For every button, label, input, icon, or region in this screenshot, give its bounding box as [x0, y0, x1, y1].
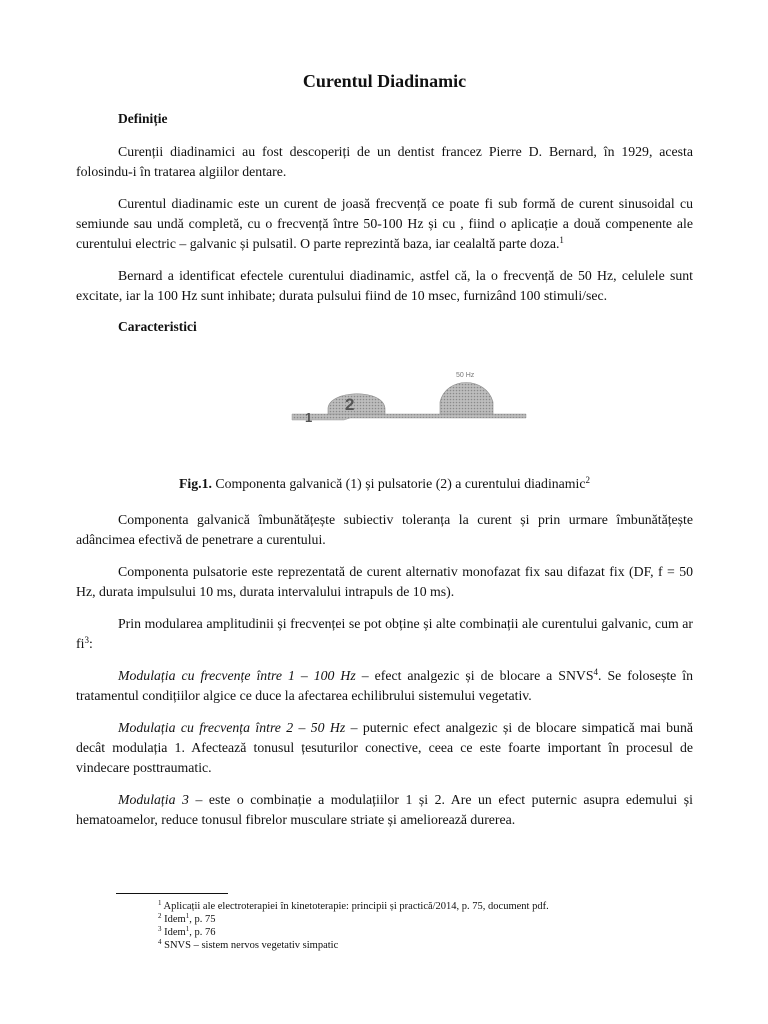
footnote-1-number: 1 [158, 899, 162, 907]
document-body [76, 68, 693, 842]
footnote-4-text: SNVS – sistem nervos vegetativ simpatic [161, 940, 339, 951]
footnote-1-text: Aplicații ale electroterapiei în kinetoterapie: principii și practică/2014, p. 75, document pdf. [161, 901, 549, 912]
footnote-2-number: 2 [158, 912, 162, 920]
footnote-4-number: 4 [158, 938, 162, 946]
footnote-2 [116, 913, 676, 926]
footnote-2-text-a: Idem [161, 914, 186, 925]
section-heading-definitie: Definiție [118, 111, 168, 126]
footnote-ref-1[interactable]: 1 [559, 235, 564, 245]
modulation-2-text: – puternic efect analgezic și de blocare simpatică mai bună decât modulația 1. Afectează tonusul țesuturilor conective, ceea ce este foarte important în procesul de vindecare posttraumatic. [76, 720, 693, 775]
footnote-1 [116, 900, 676, 913]
figure-caption-label: Fig.1. [178, 476, 212, 491]
footnote-3-text-b: , p. 76 [189, 927, 216, 938]
footnote-ref-3[interactable]: 3 [84, 635, 89, 645]
paragraph-modulation-1 [76, 666, 693, 706]
footnote-3-number: 3 [158, 925, 162, 933]
paragraph-6-text: Prin modularea amplitudinii și frecvenței se pot obține și alte combinații ale curentului galvanic, cum ar fi [76, 616, 693, 651]
section-heading-caracteristici: Caracteristici [118, 319, 197, 334]
footnote-2-ref[interactable]: 1 [185, 912, 190, 920]
paragraph-5: Componenta pulsatorie este reprezentată de curent alternativ monofazat fix sau difazat fix (DF, f = 50 Hz, durata impulsului 10 ms, durata intervalului intrapuls de 10 ms). [76, 564, 693, 599]
footnote-3 [116, 926, 676, 939]
paragraph-modulation-3 [76, 790, 693, 830]
figure-label-frequency: 50 Hz [456, 372, 475, 379]
modulation-1-text-b: . Se folosește în tratamentul condițiilor algice ce duce la afectarea echilibrului sistemului vegetativ. [76, 668, 693, 703]
figure-caption-text: Componenta galvanică (1) și pulsatorie (2) a curentului diadinamic [211, 476, 586, 491]
footnote-3-text-a: Idem [161, 927, 186, 938]
paragraph-modulation-2 [76, 718, 693, 778]
paragraph-3: Bernard a identificat efectele curentului diadinamic, astfel că, la o frecvență de 50 Hz, celulele sunt excitate, iar la 100 Hz sunt inhibate; durata pulsului fiind de 10 msec, furnizând 100 stimuli/sec. [76, 268, 693, 303]
figure-label-2: 2 [345, 395, 355, 414]
footnotes [116, 893, 676, 952]
paragraph-4: Componenta galvanică îmbunătățește subiectiv toleranța la curent și prin urmare îmbunătățește adâncimea efectivă de penetrare a curentului. [76, 512, 693, 547]
footnote-2-text-b: , p. 75 [189, 914, 216, 925]
footnote-ref-2[interactable]: 2 [585, 475, 590, 485]
footnote-separator [116, 893, 228, 894]
footnote-ref-4[interactable]: 4 [593, 667, 599, 677]
figure-caption [76, 474, 693, 494]
modulation-3-title: Modulația 3 [118, 792, 189, 807]
footnote-4 [116, 939, 676, 952]
figure-diadynamic-waveform [76, 362, 693, 462]
paragraph-2-text: Curentul diadinamic este un curent de joasă frecvență ce poate fi sub formă de curent sinusoidal cu semiunde sau undă completă, cu o frecvență între 50-100 Hz și cu , fiind o aplicație a două compenente ale curentului electric – galvanic și pulsatil. O parte reprezintă baza, iar cealaltă parte doza. [76, 196, 693, 251]
paragraph-6 [76, 614, 693, 654]
modulation-1-title: Modulația cu frecvențe între 1 – 100 Hz [118, 668, 356, 683]
paragraph-6-end: : [88, 636, 93, 651]
modulation-2-title: Modulația cu frecvența între 2 – 50 Hz [118, 720, 346, 735]
waveform-image [290, 362, 530, 442]
page-title: Curentul Diadinamic [302, 71, 467, 91]
modulation-3-text: – este o combinație a modulațiilor 1 și 2. Are un efect puternic asupra edemului și hematoamelor, reduce tonusul fibrelor musculare striate și ameliorează durerea. [76, 792, 693, 827]
paragraph-1: Curenții diadinamici au fost descoperiți de un dentist francez Pierre D. Bernard, în 1929, acesta folosindu-i în tratarea algiilor dentare. [76, 144, 693, 179]
footnote-3-ref[interactable]: 1 [185, 925, 190, 933]
figure-label-1: 1 [305, 410, 313, 425]
paragraph-2 [76, 194, 693, 254]
modulation-1-text-a: – efect analgezic și de blocare a SNVS [355, 668, 594, 683]
